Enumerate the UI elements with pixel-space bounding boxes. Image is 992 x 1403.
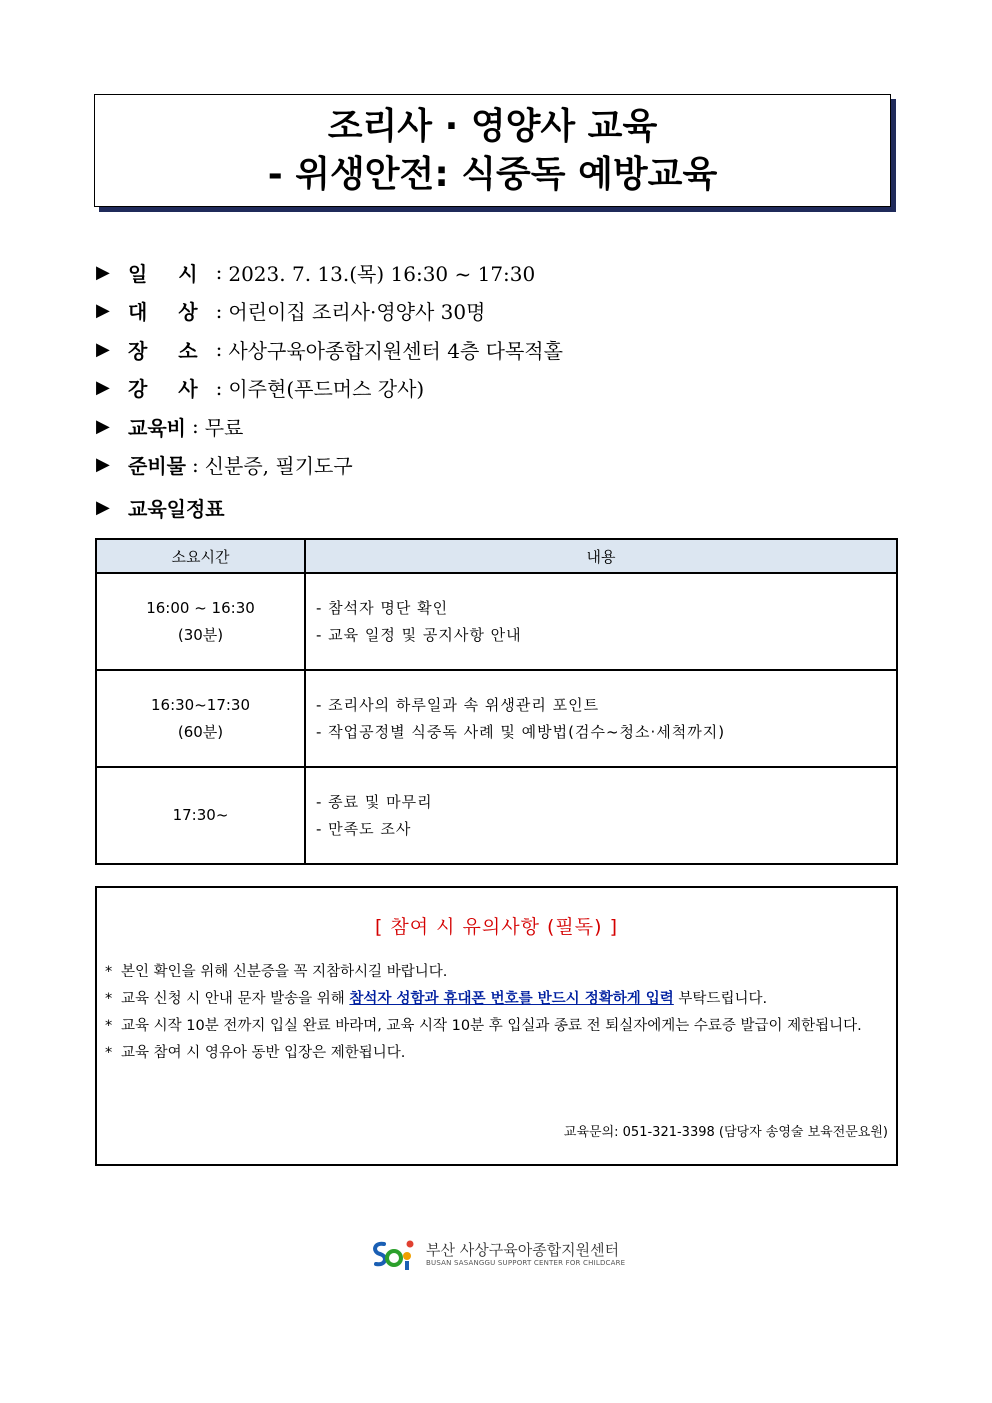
info-value: 무료: [204, 415, 244, 440]
arrow-icon: ▶: [96, 300, 110, 322]
title-line-1: 조리사 · 영양사 교육: [327, 106, 658, 147]
info-value: 신분증, 필기도구: [204, 454, 353, 479]
arrow-icon: ▶: [96, 496, 110, 518]
notice-title: [ 참여 시 유의사항 (필독) ]: [374, 916, 619, 938]
arrow-icon: ▶: [96, 261, 110, 283]
info-value: 사상구육아종합지원센터 4층 다목적홀: [228, 338, 563, 363]
info-separator: :: [215, 260, 223, 285]
info-row-items: [96, 446, 563, 485]
arrow-icon: ▶: [96, 415, 110, 437]
notice-text-wrap: [121, 986, 767, 1013]
asterisk-icon: *: [105, 964, 113, 980]
center-name-en: BUSAN SASANGGU SUPPORT CENTER FOR CHILDCARE: [426, 1258, 626, 1267]
time-range: 16:30~17:30: [150, 695, 251, 714]
content-item: - 작업공정별 식중독 사례 및 예방법(검수~청소·세척까지): [316, 722, 726, 741]
title-banner: [94, 94, 891, 207]
title-line-2: - 위생안전: 식중독 예방교육: [267, 154, 718, 195]
column-header: 내용: [305, 539, 897, 573]
info-separator: :: [191, 452, 199, 477]
arrow-icon: ▶: [96, 377, 110, 399]
arrow-icon: ▶: [96, 338, 110, 360]
info-row-target: [96, 292, 563, 331]
content-cell: [305, 767, 897, 864]
info-row-fee: [96, 407, 563, 446]
info-label: 일 시: [128, 261, 210, 286]
footer-text: [426, 1241, 625, 1268]
asterisk-icon: *: [105, 991, 113, 1007]
notice-item: [105, 1013, 886, 1040]
info-row-place: [96, 330, 563, 369]
info-label: 대 상: [128, 300, 210, 325]
notice-text-end: 부탁드립니다.: [673, 991, 768, 1007]
table-row: [96, 767, 897, 864]
notice-box: [95, 886, 898, 1166]
table-row: [96, 670, 897, 767]
info-separator: :: [215, 375, 223, 400]
time-cell: [96, 573, 305, 670]
info-row-schedule-heading: [96, 488, 563, 527]
notice-item: [105, 986, 886, 1013]
info-value: 어린이집 조리사·영양사 30명: [228, 300, 486, 325]
info-separator: :: [191, 414, 199, 439]
notice-list: [105, 959, 886, 1067]
notice-text: 교육 신청 시 안내 문자 발송을 위해: [121, 991, 350, 1007]
content-item: - 교육 일정 및 공지사항 안내: [316, 625, 522, 644]
table-header-row: [96, 539, 897, 573]
notice-text: 본인 확인을 위해 신분증을 꼭 지참하시길 바랍니다.: [121, 964, 448, 980]
info-list: [96, 253, 563, 527]
content-cell: [305, 670, 897, 767]
content-item: - 만족도 조사: [316, 819, 412, 838]
contact-info: 교육문의: 051-321-3398 (담당자 송영술 보육전문요원): [563, 1125, 888, 1140]
notice-text: 교육 참여 시 영유아 동반 입장은 제한됩니다.: [121, 1045, 406, 1061]
content-item: - 조리사의 하루일과 속 위생관리 포인트: [316, 695, 600, 714]
info-label: 강 사: [128, 377, 210, 402]
asterisk-icon: *: [105, 1018, 113, 1034]
schedule-heading: 교육일정표: [128, 496, 225, 521]
time-range: 17:30~: [172, 806, 229, 824]
duration: (30분): [177, 625, 224, 644]
footer-logo: [370, 1236, 625, 1272]
notice-item: [105, 1040, 886, 1067]
title-box: [94, 94, 891, 207]
info-row-date: [96, 253, 563, 292]
info-row-instructor: [96, 369, 563, 408]
center-name: 부산 사상구육아종합지원센터: [426, 1240, 620, 1259]
content-item: - 참석자 명단 확인: [316, 598, 449, 617]
table-row: [96, 573, 897, 670]
info-separator: :: [215, 298, 223, 323]
notice-item: [105, 959, 886, 986]
info-label: 준비물: [128, 454, 186, 479]
info-value: 2023. 7. 13.(목) 16:30 ~ 17:30: [228, 261, 536, 286]
arrow-icon: ▶: [96, 454, 110, 476]
info-label: 교육비: [128, 415, 186, 440]
info-label: 장 소: [128, 338, 210, 363]
schedule-table: [95, 538, 898, 865]
content-cell: [305, 573, 897, 670]
center-logo-icon: [370, 1236, 418, 1272]
duration: (60분): [177, 722, 224, 741]
time-cell: [96, 670, 305, 767]
time-range: 16:00 ~ 16:30: [146, 598, 255, 617]
notice-text: 교육 시작 10분 전까지 입실 완료 바라며, 교육 시작 10분 후 입실과 종료 전 퇴실자에게는 수료증 발급이 제한됩니다.: [121, 1018, 862, 1034]
info-separator: :: [215, 337, 223, 362]
time-cell: [96, 767, 305, 864]
content-item: - 종료 및 마무리: [316, 792, 433, 811]
asterisk-icon: *: [105, 1045, 113, 1061]
info-value: 이주현(푸드머스 강사): [228, 377, 425, 402]
notice-highlight: 참석자 성함과 휴대폰 번호를 반드시 정확하게 입력: [349, 991, 674, 1007]
column-header: 소요시간: [96, 539, 305, 573]
